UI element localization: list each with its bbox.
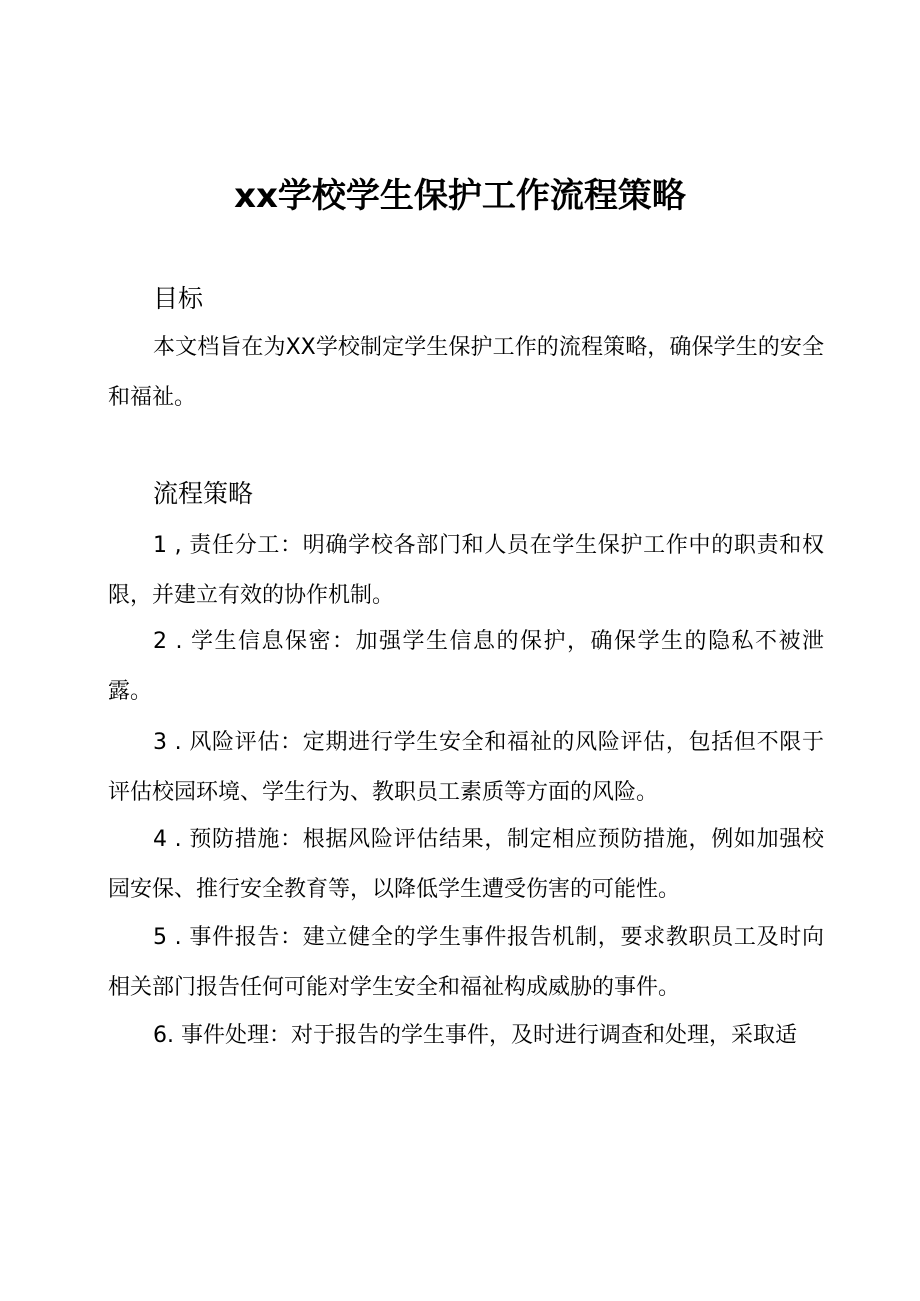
section-heading-process: 流程策略 [153, 479, 254, 508]
process-item-number: 4 . [153, 827, 190, 852]
process-item-number: 1 , [153, 533, 190, 558]
process-item-text: 事件处理：对于报告的学生事件，及时进行调查和处理，采取适 [180, 1023, 797, 1048]
section-heading-goal: 目标 [153, 284, 204, 313]
process-item-text: 学生信息保密：加强学生信息的保护，确保学生的隐私不被泄露。 [108, 629, 824, 704]
process-item [108, 913, 824, 1013]
process-item-text: 责任分工：明确学校各部门和人员在学生保护工作中的职责和权限，并建立有效的协作机制。 [108, 533, 824, 608]
process-item-text: 风险评估：定期进行学生安全和福祉的风险评估，包括但不限于评估校园环境、学生行为、教职员工素质等方面的风险。 [108, 730, 824, 805]
process-item-number: 5 . [153, 925, 190, 950]
goal-paragraph: 本文档旨在为XX学校制定学生保护工作的流程策略，确保学生的安全和福祉。 [108, 335, 824, 410]
process-item-number: 6. [153, 1023, 181, 1048]
process-item [108, 521, 824, 621]
process-item-text: 预防措施：根据风险评估结果，制定相应预防措施，例如加强校园安保、推行安全教育等，以降低学生遭受伤害的可能性。 [108, 827, 824, 902]
process-item [108, 617, 824, 717]
document-title: xx学校学生保护工作流程策略 [234, 176, 686, 216]
process-item [108, 1011, 824, 1061]
process-item-number: 2 . [153, 629, 191, 654]
process-item [108, 718, 824, 818]
process-item-number: 3 . [153, 730, 190, 755]
process-item [108, 815, 824, 915]
process-item-text: 事件报告：建立健全的学生事件报告机制，要求教职员工及时向相关部门报告任何可能对学生安全和福祉构成威胁的事件。 [108, 925, 824, 1000]
